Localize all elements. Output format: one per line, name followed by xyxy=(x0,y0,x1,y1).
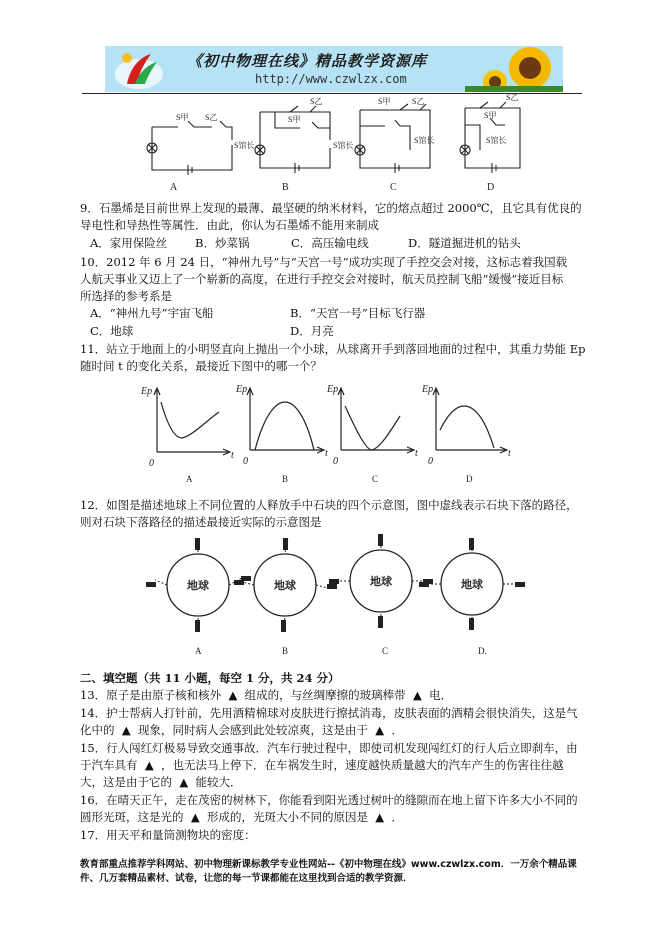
blank-marker: ▲ xyxy=(412,688,422,702)
q11-label-b: B xyxy=(282,474,289,484)
q12-earth-label-d: 地球 xyxy=(461,579,483,591)
q13-text-mid: 组成的，与丝绸摩擦的玻璃棒带 xyxy=(244,688,406,702)
q15-text-post3: 能较大． xyxy=(195,775,242,789)
q16-line1: 16．在晴天正午，走在茂密的树林下，你能看到阳光透过树叶的缝隙而在地上留下许多大小不同的 xyxy=(80,793,578,807)
q11-origin-c: 0 xyxy=(333,456,338,467)
q15-line1: 15．行人闯红灯极易导致交通事故．汽车行驶过程中，即使司机发现闯红灯的行人后立即刹车，由 xyxy=(80,741,578,755)
q11-line1: 11．站立于地面上的小明竖直向上抛出一个小球，从球离开手到落回地面的过程中，其重力势能 Ep xyxy=(80,342,586,356)
q12-label-c: C xyxy=(382,646,389,656)
q15-text-pre3: 大，这是由于它的 xyxy=(80,775,172,789)
q12-label-d: D. xyxy=(478,646,487,656)
blank-marker: ▲ xyxy=(190,810,200,824)
q15-text-mid: ，也无法马上停下．在车祸发生时，速度越快质量越大的汽车产生的伤害往往越 xyxy=(160,758,564,772)
blank-marker: ▲ xyxy=(228,688,238,702)
q12-earth-figures xyxy=(0,530,661,670)
q11-xlabel-c: t xyxy=(415,448,418,459)
banner-title: 《初中物理在线》精品教学资源库 xyxy=(187,52,428,70)
q11-graph-a xyxy=(154,388,230,455)
q11-graphs xyxy=(0,372,661,512)
banner-url: http://www.czwlzx.com xyxy=(255,72,407,86)
circuit-label-d: D xyxy=(487,182,495,193)
blank-marker: ▲ xyxy=(179,775,189,789)
q9-option-b: B．炒菜锅 xyxy=(195,236,250,250)
q11-graph-d xyxy=(433,388,507,453)
q9-option-d: D．隧道掘进机的钻头 xyxy=(408,236,521,250)
q11-origin-d: 0 xyxy=(428,456,433,467)
q11-line2: 随时间 t 的变化关系，最接近下图中的哪一个？ xyxy=(80,359,322,373)
q12-label-b: B xyxy=(282,646,289,656)
q10-option-b: B．“天宫一号”目标飞行器 xyxy=(290,306,426,320)
label-s-jia-c: S甲 xyxy=(378,97,391,106)
q11-label-a: A xyxy=(186,474,193,484)
q11-label-c: C xyxy=(372,474,379,484)
q11-ylabel-d: Ep xyxy=(422,384,434,395)
q11-graph-b xyxy=(247,388,324,453)
q14-text-pre: 化中的 xyxy=(80,723,115,737)
label-s-guan-a: S馆长 xyxy=(234,141,255,150)
q13-text-pre: 13．原子是由原子核和核外 xyxy=(80,688,222,702)
q12-label-a: A xyxy=(195,646,202,656)
blank-marker: ▲ xyxy=(375,810,385,824)
q15-line2 xyxy=(80,757,563,774)
q11-label-d: D xyxy=(466,474,473,484)
q16-text-pre: 圆形光斑，这是光的 xyxy=(80,810,184,824)
q15-text-pre: 于汽车具有 xyxy=(80,758,138,772)
q14-line2 xyxy=(80,722,403,739)
label-s-guan-d: S馆长 xyxy=(486,136,507,145)
q9-option-c: C．高压输电线 xyxy=(291,236,369,250)
blank-marker: ▲ xyxy=(375,723,385,737)
q12-line1: 12．如图是描述地球上不同位置的人释放手中石块的四个示意图，图中虚线表示石块下落的路径， xyxy=(80,498,578,512)
label-s-yi-c: S乙 xyxy=(412,97,425,106)
q14-text-post: ． xyxy=(391,723,403,737)
q10-option-c: C．地球 xyxy=(90,324,134,338)
label-s-yi-a: S乙 xyxy=(205,113,218,122)
circuit-label-b: B xyxy=(282,182,289,193)
q12-earth-label-a: 地球 xyxy=(187,580,209,592)
q12-earth-label-c: 地球 xyxy=(370,576,392,588)
label-s-guan-c: S馆长 xyxy=(414,136,435,145)
q9-line2: 导电性和导热性等属性．由此，你认为石墨烯不能用来制成 xyxy=(80,218,379,232)
circuit-label-a: A xyxy=(170,182,178,193)
q15-line3 xyxy=(80,774,241,791)
label-s-jia-b: S甲 xyxy=(288,115,301,124)
q11-xlabel-a: t xyxy=(231,450,234,461)
q16-line2 xyxy=(80,809,403,826)
q13-line xyxy=(80,687,452,704)
q9-option-a: A．家用保险丝 xyxy=(90,236,168,250)
circuit-label-c: C xyxy=(390,182,397,193)
footer-line1: 教育部重点推荐学科网站、初中物理新课标教学专业性网站--《初中物理在线》www.czwlzx.com．一万余个精品课 xyxy=(80,859,577,870)
circuit-figure xyxy=(0,0,661,200)
circuit-a xyxy=(147,121,232,175)
q12-line2: 则对石块下落路径的描述最接近实际的示意图是 xyxy=(80,515,322,529)
q9-line1: 9．石墨烯是目前世界上发现的最薄、最坚硬的纳米材料，它的熔点超过 2000℃，且它具有优良的 xyxy=(80,201,582,215)
label-s-yi-d: S乙 xyxy=(506,93,519,102)
q16-text-post: ． xyxy=(391,810,403,824)
q10-option-d: D．月亮 xyxy=(290,324,334,338)
q11-graph-c xyxy=(338,388,414,453)
q11-xlabel-d: t xyxy=(508,448,511,459)
q16-text-mid: 形成的，光斑大小不同的原因是 xyxy=(206,810,368,824)
q11-origin-a: 0 xyxy=(149,458,154,469)
q10-line3: 所选择的参考系是 xyxy=(80,289,172,303)
q17-line1: 17．用天平和量筒测物块的密度： xyxy=(80,828,256,842)
q10-line2: 人航天事业又迈上了一个崭新的高度，在进行手控交会对接时，航天员控制飞船“缓慢”接近目标 xyxy=(80,272,564,286)
q11-xlabel-b: t xyxy=(325,448,328,459)
q14-text-mid: 现象，同时病人会感到此处较凉爽，这是由于 xyxy=(137,723,368,737)
label-s-jia-d: S甲 xyxy=(484,111,497,120)
q11-ylabel-b: Ep xyxy=(236,384,248,395)
q13-text-post: 电． xyxy=(429,688,453,702)
label-s-yi-b: S乙 xyxy=(310,97,323,106)
q11-ylabel-c: Ep xyxy=(327,384,339,395)
blank-marker: ▲ xyxy=(121,723,131,737)
q12-earth-label-b: 地球 xyxy=(274,580,296,592)
q14-line1: 14．护士帮病人打针前，先用酒精棉球对皮肤进行擦拭消毒，皮肤表面的酒精会很快消失，这是气 xyxy=(80,706,578,720)
q10-option-a: A．“神州九号”宇宙飞船 xyxy=(90,306,214,320)
blank-marker: ▲ xyxy=(144,758,154,772)
q11-ylabel-a: Ep xyxy=(141,386,153,397)
q10-line1: 10．2012 年 6 月 24 日，“神州九号”与“天宫一号”成功实现了手控交会对接，这标志着我国载 xyxy=(80,255,568,269)
q11-origin-b: 0 xyxy=(243,456,248,467)
label-s-jia-a: S甲 xyxy=(176,113,189,122)
label-s-guan-b: S馆长 xyxy=(333,141,354,150)
footer-line2: 件、几万套精品素材、试卷，让您的每一节课都能在这里找到合适的教学资源． xyxy=(80,873,413,884)
section2-title: 二、填空题（共 11 小题，每空 1 分，共 24 分） xyxy=(80,671,340,685)
